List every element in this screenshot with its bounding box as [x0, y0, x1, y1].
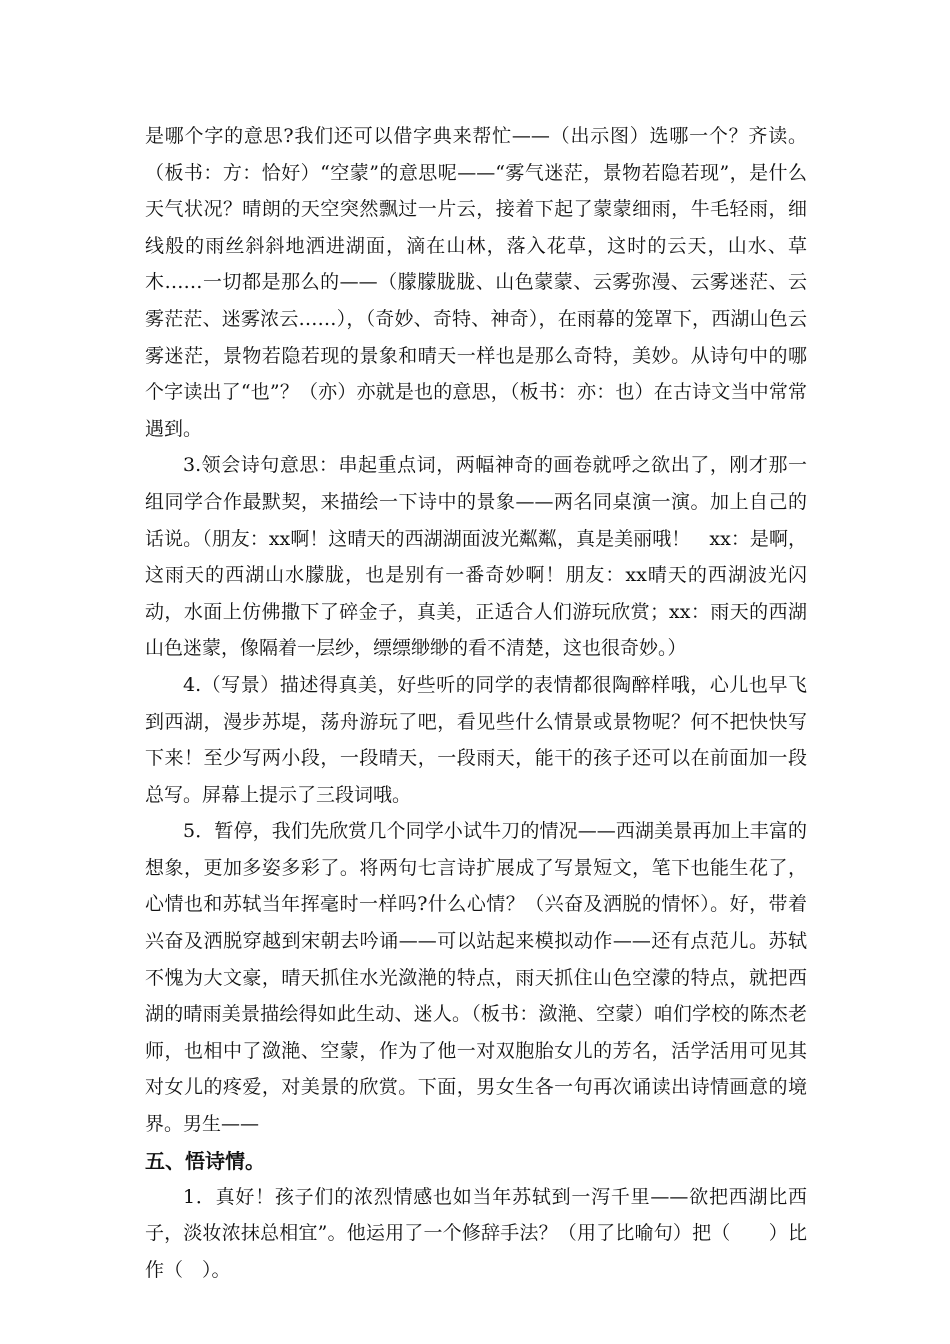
- paragraph-step-5: 5．暂停，我们先欣赏几个同学小试牛刀的情况——西湖美景再加上丰富的想象，更加多姿多彩了。将两句七言诗扩展成了写景短文，笔下也能生花了，心情也和苏轼当年挥毫时一样吗?什么心情？（兴奋及洒脱的情怀）。好，带着兴奋及洒脱穿越到宋朝去吟诵——可以站起来模拟动作——还有点范儿。苏轼不愧为大文豪，晴天抓住水光潋滟的特点，雨天抓住山色空濛的特点，就把西湖的晴雨美景描绘得如此生动、迷人。（板书：潋滟、空蒙）咱们学校的陈杰老师，也相中了潋滟、空蒙，作为了他一对双胞胎女儿的芳名，活学活用可见其对女儿的疼爱，对美景的欣赏。下面，男女生各一句再次诵读出诗情画意的境界。男生——: [145, 820, 807, 1136]
- paragraph-step-4: 4.（写景）描述得真美，好些听的同学的表情都很陶醉样哦，心儿也早飞到西湖，漫步苏堤，荡舟游玩了吧，看见些什么情景或景物呢？何不把快快写下来！至少写两小段，一段晴天，一段雨天，能干的孩子还可以在前面加一段总写。屏幕上提示了三段词哦。: [145, 673, 807, 806]
- section-heading: 五、悟诗情。: [145, 1148, 265, 1173]
- paragraph-step-3: 3.领会诗句意思：串起重点词，两幅神奇的画卷就呼之欲出了，刚才那一组同学合作最默契，来描绘一下诗中的景象——两名同桌演一演。加上自己的话说。（朋友：xx啊！这晴天的西湖湖面波光粼粼，真是美丽哦！ xx：是啊，这雨天的西湖山水朦胧，也是别有一番奇妙啊！朋友：xx晴天的西湖波光闪动，水面上仿佛撒下了碎金子，真美，正适合人们游玩欣赏；xx：雨天的西湖山色迷蒙，像隔着一层纱，缥缥缈缈的看不清楚，这也很奇妙。）: [145, 454, 807, 660]
- paragraph-word-meaning: 是哪个字的意思?我们还可以借字典来帮忙——（出示图）选哪一个？齐读。（板书：方：恰好）“空蒙”的意思呢——“雾气迷茫，景物若隐若现”，是什么天气状况？晴朗的天空突然飘过一片云，接着下起了蒙蒙细雨，牛毛轻雨，细线般的雨丝斜斜地洒进湖面，滴在山林，落入花草，这时的云天，山水、草木……一切都是那么的——（朦朦胧胧、山色蒙蒙、云雾弥漫、云雾迷茫、云雾茫茫、迷雾浓云……），（奇妙、奇特、神奇），在雨幕的笼罩下，西湖山色云雾迷茫，景物若隐若现的景象和晴天一样也是那么奇特，美妙。从诗句中的哪个字读出了“也”？（亦）亦就是也的意思，（板书：亦：也）在古诗文当中常常遇到。: [145, 125, 807, 440]
- paragraph-section-5-item-1: 1．真好！孩子们的浓烈情感也如当年苏轼到一泻千里——欲把西湖比西子，淡妆浓抹总相宜”。他运用了一个修辞手法？（用了比喻句）把（ ）比作（ ）。: [145, 1185, 807, 1281]
- document-page: [145, 118, 807, 1288]
